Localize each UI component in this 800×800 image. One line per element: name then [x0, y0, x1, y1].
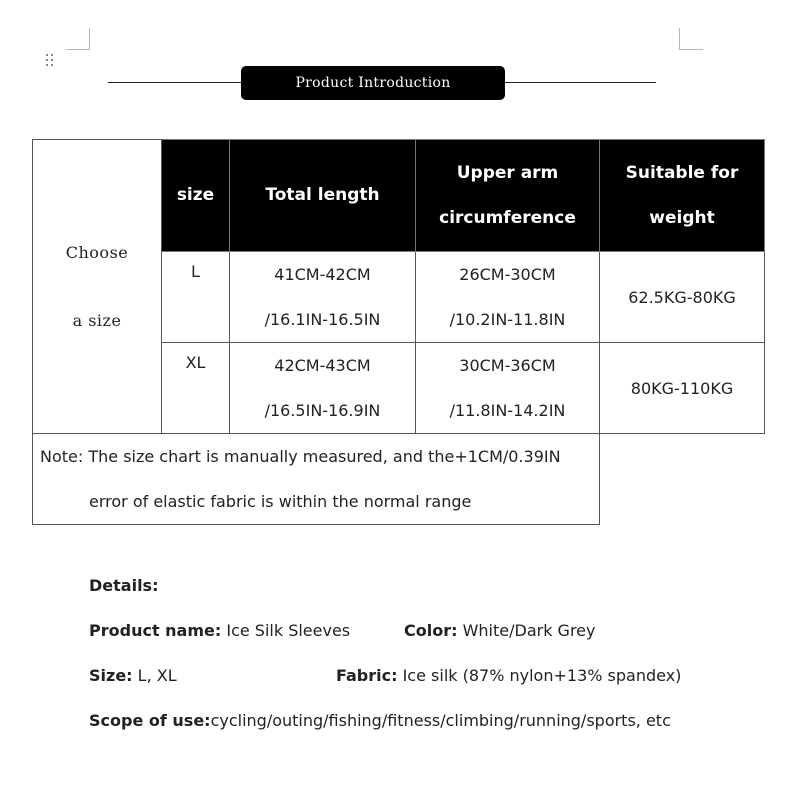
weight-cell: 62.5KG-80KG — [600, 252, 765, 343]
header-size: size — [162, 140, 230, 252]
header-weight-line-2: weight — [649, 207, 715, 228]
fabric-value: Ice silk (87% nylon+13% spandex) — [397, 666, 682, 685]
header-total-length: Total length — [230, 140, 416, 252]
size-line — [89, 666, 177, 685]
header-upper-arm — [416, 140, 600, 252]
arm-in: /11.8IN-14.2IN — [449, 401, 566, 420]
product-name-value: Ice Silk Sleeves — [221, 621, 351, 640]
color-line — [404, 621, 596, 640]
size-note-line-1: Note: The size chart is manually measured, and the+1CM/0.39IN — [40, 447, 561, 466]
scope-line — [89, 711, 671, 730]
color-value: White/Dark Grey — [457, 621, 596, 640]
page-corner-mark-left — [66, 28, 90, 50]
scope-label: Scope of use: — [89, 711, 211, 730]
size-label: Size: — [89, 666, 133, 685]
arm-in: /10.2IN-11.8IN — [449, 310, 566, 329]
arm-cell — [416, 343, 600, 434]
drag-handle-icon[interactable] — [46, 54, 56, 68]
note-row — [33, 434, 765, 525]
product-name-label: Product name: — [89, 621, 222, 640]
fabric-label: Fabric: — [336, 666, 398, 685]
size-cell: L — [162, 252, 230, 343]
choose-size-label-line-1: Choose — [65, 242, 129, 262]
choose-size-label — [33, 140, 162, 434]
page-corner-mark-right — [679, 28, 703, 50]
size-value: L, XL — [132, 666, 177, 685]
details-heading — [89, 576, 158, 595]
length-cell — [230, 343, 416, 434]
choose-size-label-line-2: a size — [72, 310, 122, 330]
length-cell — [230, 252, 416, 343]
color-label: Color: — [404, 621, 458, 640]
product-name-line — [89, 621, 350, 640]
length-cm: 42CM-43CM — [274, 356, 371, 375]
size-note-line-2: error of elastic fabric is within the normal range — [89, 492, 472, 511]
size-note — [33, 434, 600, 525]
fabric-line — [336, 666, 681, 685]
arm-cm: 26CM-30CM — [459, 265, 556, 284]
size-cell: XL — [162, 343, 230, 434]
header-weight-line-1: Suitable for — [625, 162, 739, 183]
weight-cell: 80KG-110KG — [600, 343, 765, 434]
header-upper-arm-line-2: circumference — [439, 207, 576, 228]
details-heading-text: Details: — [89, 576, 159, 595]
section-title-badge: Product Introduction — [241, 66, 505, 100]
size-chart-table — [32, 139, 765, 525]
length-in: /16.1IN-16.5IN — [264, 310, 381, 329]
header-upper-arm-line-1: Upper arm — [456, 162, 559, 183]
length-in: /16.5IN-16.9IN — [264, 401, 381, 420]
arm-cell — [416, 252, 600, 343]
length-cm: 41CM-42CM — [274, 265, 371, 284]
scope-value: cycling/outing/fishing/fitness/climbing/running/sports, etc — [210, 711, 671, 730]
header-weight — [600, 140, 765, 252]
arm-cm: 30CM-36CM — [459, 356, 556, 375]
table-header-row — [33, 140, 765, 252]
